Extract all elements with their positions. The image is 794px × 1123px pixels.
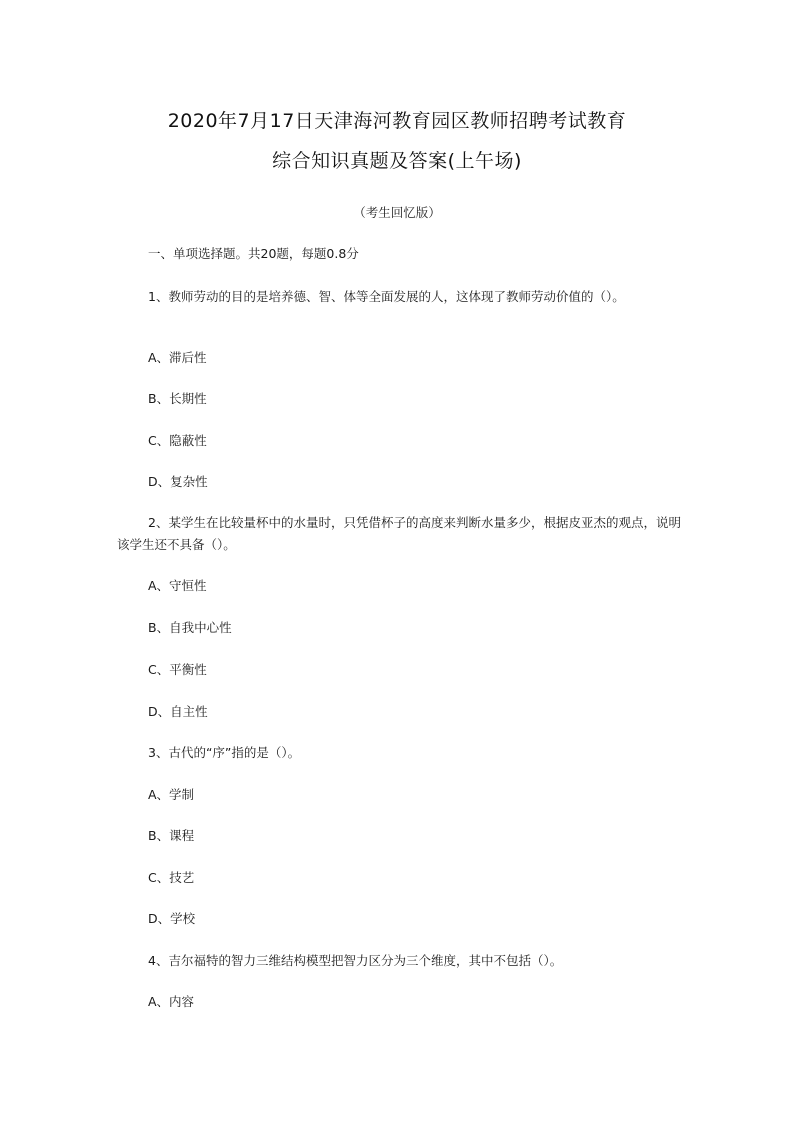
question-2-option-a: A、守恒性	[148, 578, 207, 593]
question-4-text: 4、吉尔福特的智力三维结构模型把智力区分为三个维度，其中不包括（）。	[148, 953, 563, 968]
question-3-option-d: D、学校	[148, 911, 196, 926]
question-3-text: 3、古代的“序”指的是（）。	[148, 745, 301, 760]
question-4-option-a: A、内容	[148, 994, 195, 1009]
question-1-option-a: A、滞后性	[148, 350, 207, 365]
question-3-option-c: C、技艺	[148, 870, 195, 885]
question-2-option-c: C、平衡性	[148, 662, 207, 677]
question-1-option-b: B、长期性	[148, 391, 207, 406]
document-title-line-1: 2020年7月17日天津海河教育园区教师招聘考试教育	[167, 110, 627, 132]
question-2-text: 2、某学生在比较量杯中的水量时，只凭借杯子的高度来判断水量多少，根据皮亚杰的观点，说明该学生还不具备（）。	[117, 515, 681, 552]
section-heading: 一、单项选择题。共20题，每题0.8分	[148, 246, 359, 261]
question-1-option-d: D、复杂性	[148, 474, 208, 489]
question-2-option-d: D、自主性	[148, 704, 208, 719]
document-subtitle: （考生回忆版）	[353, 205, 441, 220]
question-3-option-a: A、学制	[148, 787, 195, 802]
document-title-line-2: 综合知识真题及答案(上午场)	[272, 150, 522, 172]
question-2-option-b: B、自我中心性	[148, 620, 232, 635]
question-1-option-c: C、隐蔽性	[148, 433, 207, 448]
question-1-text: 1、教师劳动的目的是培养德、智、体等全面发展的人，这体现了教师劳动价值的（）。	[148, 289, 625, 304]
question-3-option-b: B、课程	[148, 828, 195, 843]
